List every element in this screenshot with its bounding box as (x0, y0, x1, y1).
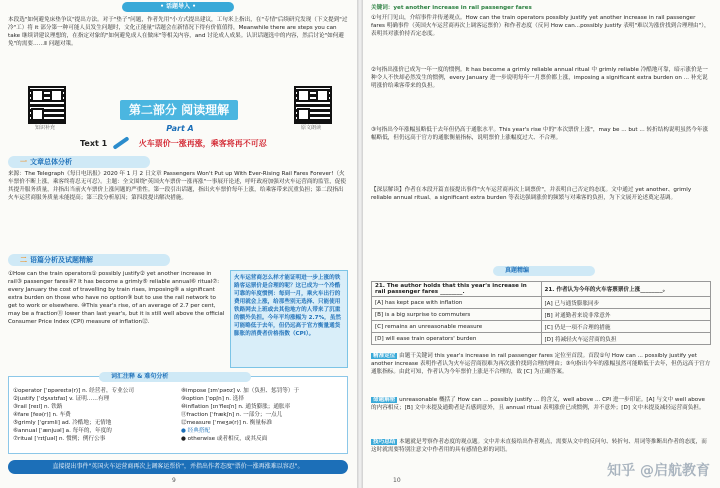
analysis-paragraph-2: ②句指出涨价已成为一年一度的惯例。It has become a grimly reliable annual ritual 中 grimly reliable 冷酷地可靠，暗示涨价是一种令人不快却必然发生的惯例，every January 进一步说明每年一月票价都上涨，imposing a significant extra burden on ... 补充说明涨价给乘客带来的负担。 (371, 67, 708, 89)
keyword-label: 关键词：yet another increase in rail passenger fares (371, 5, 532, 11)
pen-icon (112, 136, 129, 150)
vocab-item: ● 经典搭配 (181, 428, 211, 434)
option-cn: [B] 对通勤者来说非常意外 (541, 309, 711, 321)
vocab-box (8, 373, 348, 454)
part-subtitle: Part A (166, 124, 194, 133)
watermark: 知乎 @启航教育 (607, 463, 710, 479)
translation-note: 火车运营商怎么样才能证明进一步上涨的铁路客运票价是合理的呢？这已成为一个冷酷可靠的年度惯例：每到一月，乘火车出行的费用就会上涨，给那些别无选择、只能使用铁路网去上班或去其他地方的人带来了沉重的额外负担。今年平均涨幅为 2.7%，虽然可能略低于去年，但仍远高于官方衡量通货膨胀的消费者价格指数（CPI）。 (230, 270, 348, 368)
option-en: [B] is a big surprise to commuters (372, 309, 542, 321)
page-number-left: 9 (172, 477, 176, 484)
option-en: [C] remains an unreasonable measure (372, 321, 542, 333)
vocab-item: ⑦ritual [ˈrɪtʃuəl] n. 惯例；例行公事 (13, 436, 106, 442)
trap-text: unreasonable 概括了 How can ... possibly justify ... 的含义，well above ... CPI 进一步印证。[A] 与文中 well above 的内容相反；[B] 文中未提及通勤者是否感到意外，且 annual ritual 表明涨价已成惯例，并不意外；[D] 文中未提及减轻运营商负担。 (371, 397, 705, 411)
vocab-item: ⑤grimly [ˈɡrɪmli] ad. 冷酷地；无情地 (13, 420, 112, 426)
question-header: 真题精编 (493, 266, 595, 276)
intro-text: 本段选"如何避免床垫争议"提出方法。对于"垫子"问题，作者先用"小方式提出建议，工句米上指出，在"专情"后续研究发现（下文提到"过冷"工）将 it 部分第一种可能人员发生问题时，文化正能量"话题会在新情况下得有价值值得，Meanwhile there are steps you can take 继续讲建议理想的，在指定对象的"如何避免成人在做床"等相关内容，and 讨论成人成果。认识话题选中的内容，然后讨论"如何避免"的需要……Ⅱ 问题对策。 (8, 17, 348, 47)
section-header-overview: 一 文章总体分析 (8, 156, 150, 168)
vocab-item: ①operator [ˈɒpəreɪtə(r)] n. 经营者，专业公司 (13, 388, 134, 394)
vocab-item: ②justify [ˈdʒʌstɪfaɪ] v. 证明……有理 (13, 396, 110, 402)
table-row (372, 321, 711, 333)
analysis-paragraph-1: ①句开门见山，介绍事件并传递观点。How can the train operators possibly justify yet another increase in rail passenger fares 明确事件（英国火车运营商再次上调客运票价）和作者态度（反问 How can...possibly justify 表明"难以为涨价找到合理理由"），表明其对涨价持否定态度。 (371, 15, 710, 37)
vocab-item: ● otherwise 或者相反，或其反面 (181, 436, 268, 442)
analysis-label: 精准定位 (373, 353, 396, 359)
qr-code-left[interactable] (28, 86, 66, 124)
qr-code-right[interactable] (294, 86, 332, 124)
vocab-item: ⑪fraction [ˈfrækʃn] n. 一部分；一点儿 (181, 412, 283, 418)
option-en: [D] will ease train operators' burden (372, 333, 542, 345)
text-label: Text 1 (80, 139, 108, 148)
vocab-item: ④fare [feə(r)] n. 车费 (13, 412, 71, 418)
table-row (372, 309, 711, 321)
analysis-paragraph-3: ③句指出今年涨幅虽略低于去年但仍高于通胀水平。This year's rise 中的"本次票价上涨"，may be ... but ... 转折结构说明虽然今年涨幅略低，但仍远高于官方的通胀衡量指标，说明票价上涨幅度过大、不合理。 (371, 127, 709, 141)
part-title: 第二部分 阅读理解 (120, 100, 238, 120)
analysis-text: 由题干关键词 this year's increase in rail passenger fares 定位至首段。首段①句 How can ... possibly justify yet another increase 表明作者认为火车运营商很难为再次涨价找到合理的理由；③句指出今年的涨幅虽然可能略低于去年，但仍远高于官方通胀指标。由此可知，作者认为今年票价上涨是不合理的，故 [C] 为正确答案。 (371, 353, 711, 375)
question-stem-en: 21. The author holds that this year's increase in rail passenger fares ________. (372, 282, 542, 297)
vocab-item: ⑨option [ˈɒpʃn] n. 选择 (181, 396, 244, 402)
vocab-item: ⑥annual [ˈænjuəl] a. 每年的，年度的 (13, 428, 112, 434)
qr-caption-left: 知识补充 (34, 125, 55, 131)
deep-reading-paragraph: 【深层解读】作者在本段开篇直接提出事件"火车运营商再次上调票价"，并表明自己否定的态度。文中通过 yet another、grimly reliable annual ritual、a significant extra burden 等表达强调涨价的频繁与对乘客的负担，为下文展开论述奠定基调。 (371, 187, 692, 201)
vocab-left-column (13, 387, 178, 443)
summary-strip: 直接提出事件"英国火车运营商再次上调客运票价"，并指出作者态度"票价一涨再涨难以容忍"。 (8, 460, 348, 474)
table-row (372, 333, 711, 345)
table-row (372, 282, 711, 297)
vocab-header: 词汇注释 & 难句分析 (99, 372, 251, 382)
vocab-item: ⑩inflation [ɪnˈfleɪʃn] n. 通货膨胀；通胀率 (181, 404, 291, 410)
table-row (372, 297, 711, 309)
vocab-item: ⑧impose [ɪmˈpəʊz] v. 加（负担、惩罚等）于 (181, 388, 300, 394)
qr-caption-right: 原文朗读 (300, 125, 321, 131)
question-stem-cn: 21. 作者认为今年的火车客票票价上涨________。 (541, 282, 711, 297)
option-cn: [D] 将减轻火车运营商的负担 (541, 333, 711, 345)
vocab-item: ③rail [reɪl] n. 铁路 (13, 404, 63, 410)
passage-paragraph-1: ①How can the train operators① possibly justify② yet another increase in rail③ passenger fares④? It has become a grimly⑤ reliable annual⑥ ritual⑦: every January the cost of travelling by train rises, imposing⑧ a significant extra burden on those who have no option⑨ but to use the rail network to get to work or elsewhere. ⑩This year's rise, of an average of 2.7 per cent, may be a fraction⑪ lower than last year's, but it is still well above the official Consumer Price Index (CPI) measure of inflation⑫. (8, 271, 225, 325)
left-page (0, 0, 357, 488)
answer-analysis (371, 352, 711, 394)
section-header-analysis: 二 语篇分析及试题精解 (8, 254, 170, 266)
skill-text: 本题就是考察作者态度的观点题。文中并未直接给出作者观点，需要从文中的反问句、转折句、用词等推断出作者的态度，而这时就需要特别注意文中作者用的具有感情色彩的词语。 (371, 439, 707, 453)
skill-label: 技巧总结 (373, 439, 396, 445)
text-heading (80, 138, 267, 149)
option-cn: [C] 仍是一项不合理的措施 (541, 321, 711, 333)
option-en: [A] has kept pace with inflation (372, 297, 542, 309)
overview-body: 来源：The Telegraph《每日电讯报》2020 年 1 月 2 日文章 Passengers Won't Put up With Ever-Rising Rail Fares Forever!（火车票价不断上涨，乘客终将忍无可忍）。主题：全文围绕"英国火车票价一涨再涨"一事展开论述，呼吁政府加强对火车运营商的监管，促使其提升服务质量，并指出当前火车票价上涨问题的严重性。第一段引出话题，指出火车票价每年上涨，给乘客带来沉重负担；第二段指出火车运营商服务质量未能提高；第三段分析原因；第四段提出解决措施。 (8, 171, 346, 201)
trap-analysis (371, 396, 711, 436)
vocab-right-column (181, 387, 346, 443)
page-number-right: 10 (393, 477, 401, 484)
text-title: 火车票价一涨再涨，乘客将再不可忍 (138, 139, 267, 148)
right-page (363, 0, 720, 488)
section-pill: • 话题导入 • (122, 2, 234, 12)
vocab-item: ⑫measure [ˈmeʒə(r)] n. 衡量标准 (181, 420, 273, 426)
option-cn: [A] 已与通货膨胀同步 (541, 297, 711, 309)
trap-label: 命题解密 (373, 397, 396, 403)
question-table (371, 281, 711, 345)
